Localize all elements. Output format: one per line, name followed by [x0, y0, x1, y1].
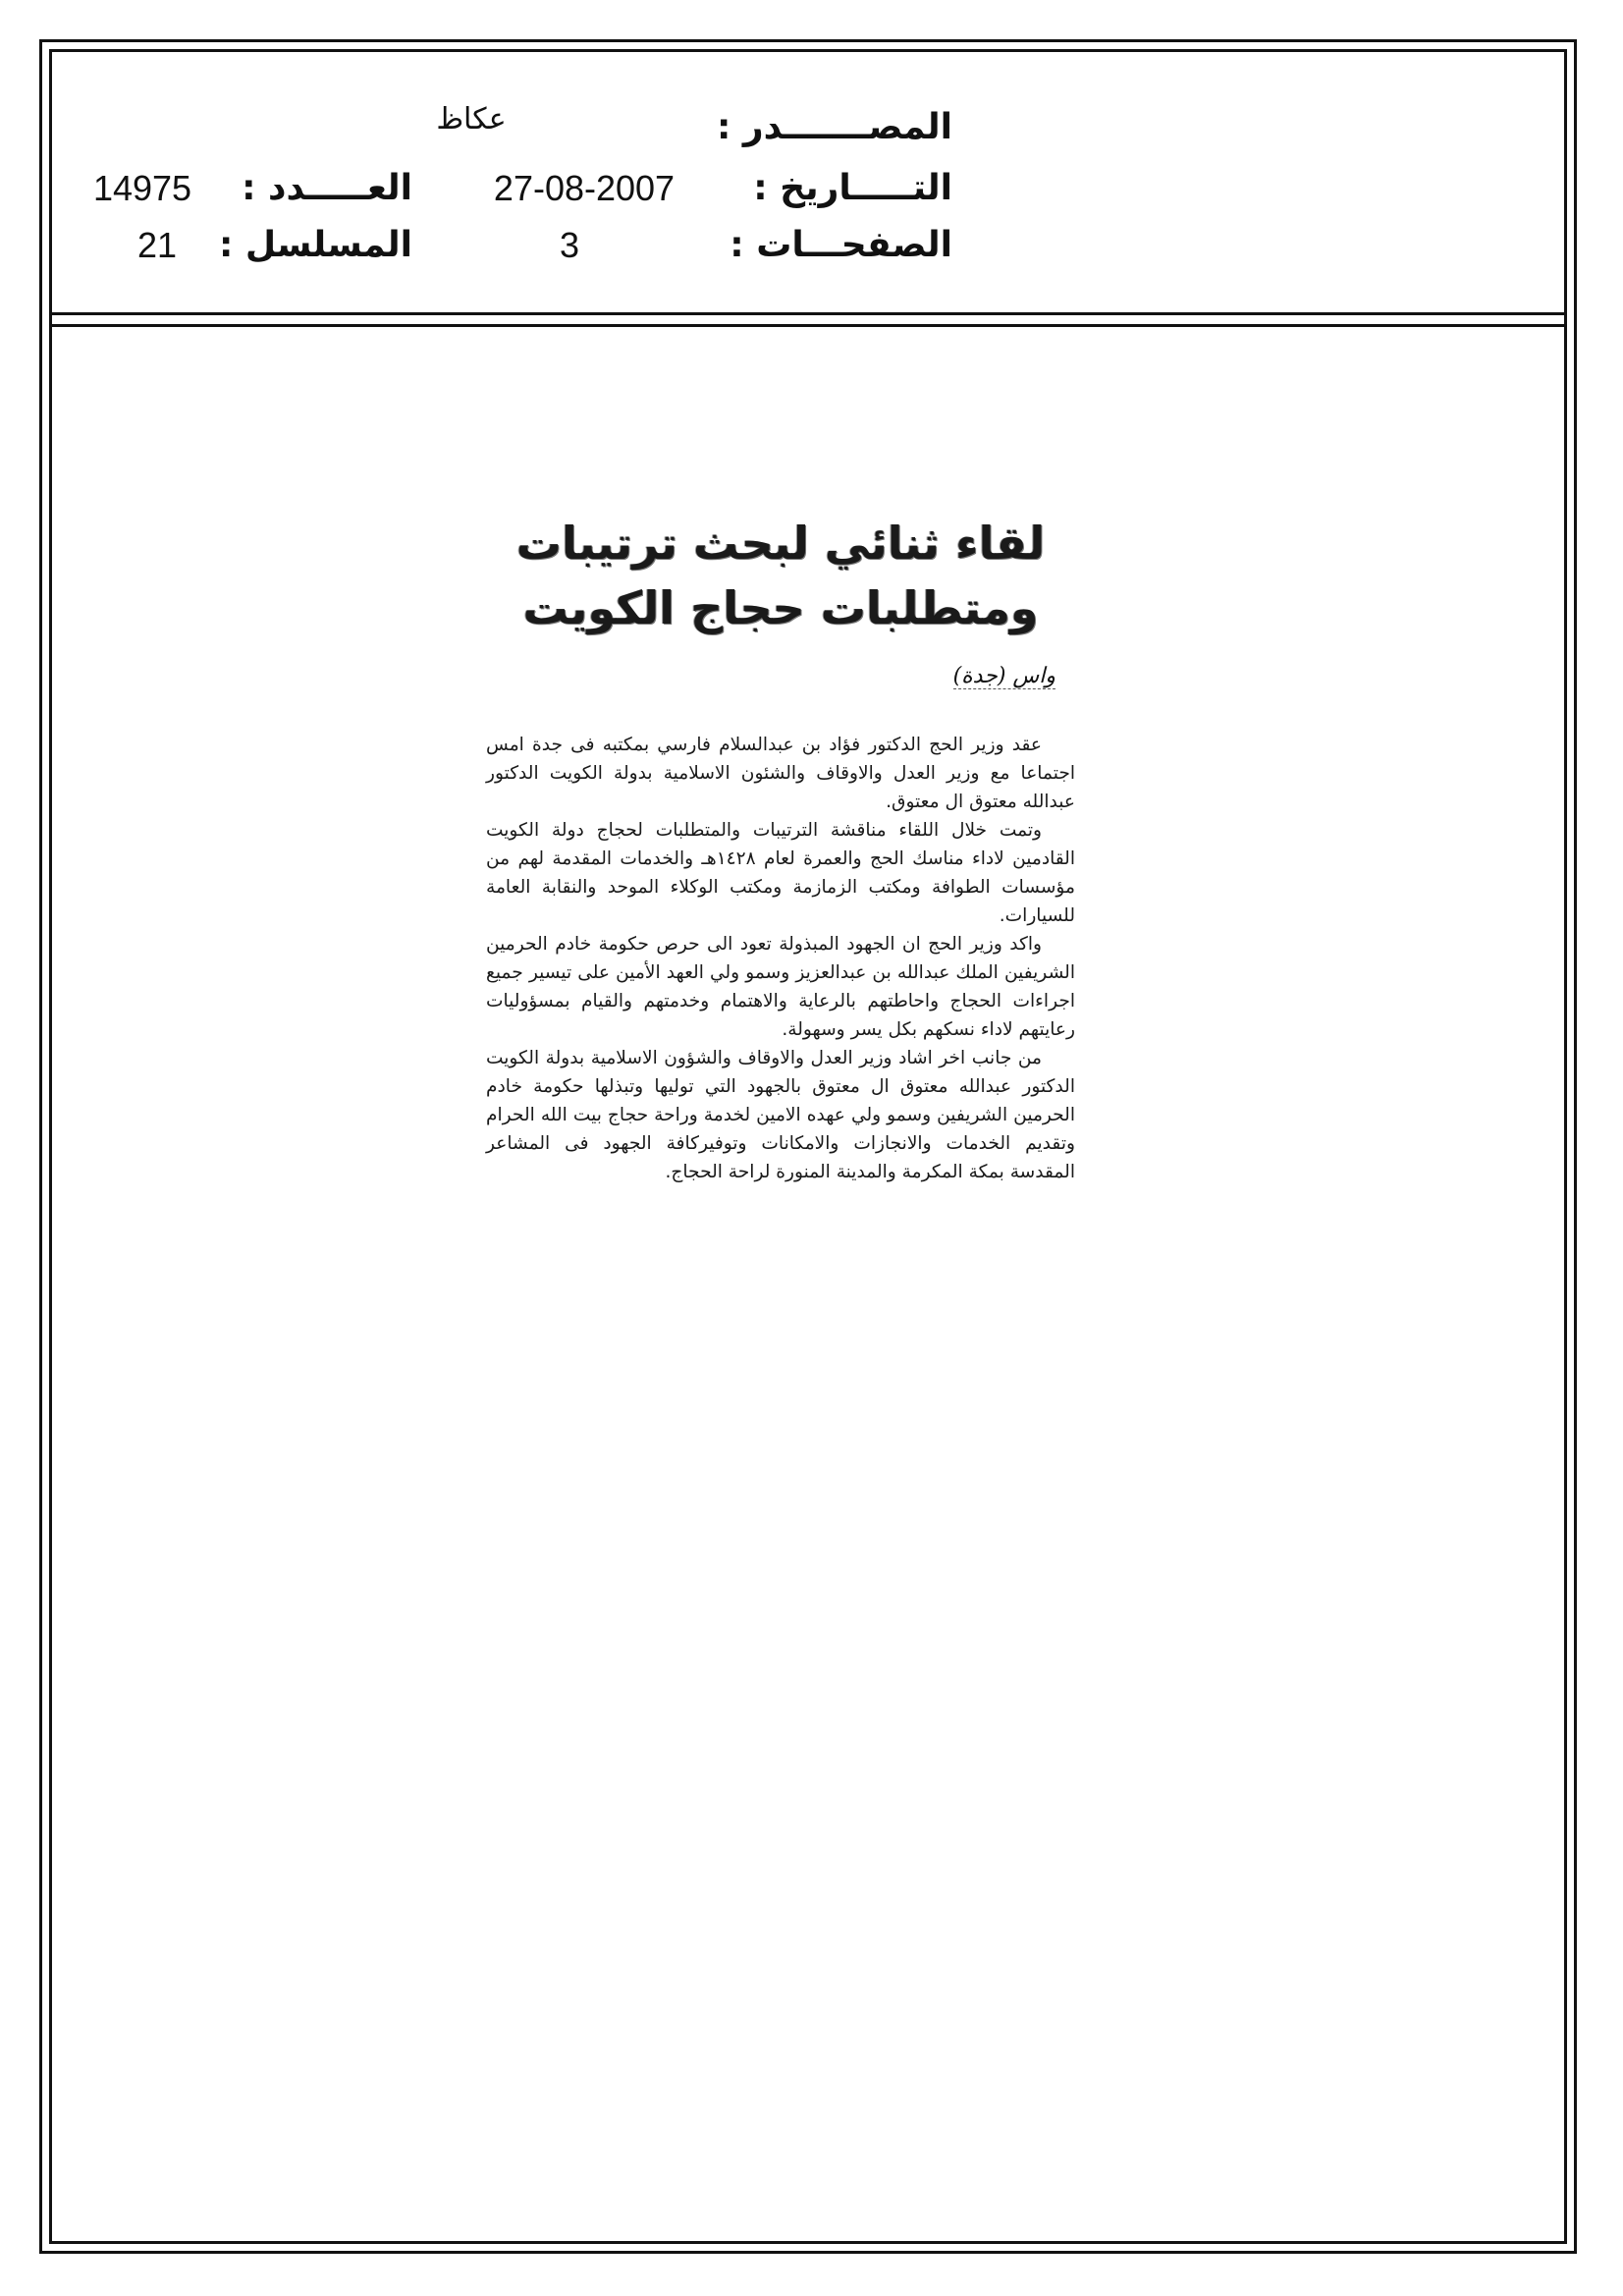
article-body	[486, 731, 1075, 1186]
byline-text: واس (جدة)	[952, 664, 1055, 688]
article-paragraph: واكد وزير الحج ان الجهود المبذولة تعود الى حرص حكومة خادم الحرمين الشريفين الملك عبدالله بن عبدالعزيز وسمو ولي العهد الأمين على تيسير جميع اجراءات الحجاج واحاطتهم بالرعاية والاهتمام وخدمتهم والقيام بمسؤوليات رعايتهم لاداء نسكهم بكل يسر وسهولة.	[486, 934, 1075, 1040]
serial-value: 21	[136, 225, 178, 265]
serial-label: المسلسل :	[218, 225, 412, 265]
news-clipping	[486, 511, 1075, 1186]
issue-value: 14975	[92, 168, 192, 208]
article-headline	[486, 511, 1075, 640]
pages-label: الصفحـــات :	[730, 225, 952, 265]
headline-line-2: ومتطلبات حجاج الكويت	[522, 581, 1039, 634]
article-byline	[486, 662, 1075, 691]
article-paragraph: وتمت خلال اللقاء مناقشة الترتيبات والمتطلبات لحجاج دولة الكويت القادمين لاداء مناسك الحج والعمرة لعام ١٤٢٨هـ والخدمات المقدمة لهم من مؤسسات الطوافة ومكتب الزمازمة ومكتب الوكلاء الموحد والنقابة العامة للسيارات.	[486, 820, 1075, 926]
header-divider-top	[49, 312, 1567, 315]
article-paragraph: من جانب اخر اشاد وزير العدل والاوقاف والشؤون الاسلامية بدولة الكويت الدكتور عبدالله معتوق ال معتوق بالجهود التي توليها وتبذلها حكومة خادم الحرمين الشريفين وسمو ولي عهده الامين لخدمة وراحة حجاج بيت الله الحرام وتقديم الخدمات والانجازات والامكانات وتوفيركافة الجهود فى المشاعر المقدسة بمكة المكرمة والمدينة المنورة لراحة الحجاج.	[486, 1048, 1075, 1182]
source-value: عكاظ	[436, 102, 507, 137]
article-paragraph: عقد وزير الحج الدكتور فؤاد بن عبدالسلام فارسي بمكتبه فى جدة امس اجتماعا مع وزير العدل والاوقاف والشئون الاسلامية بدولة الكويت الدكتور عبدالله معتوق ال معتوق.	[486, 735, 1075, 812]
date-value: 27-08-2007	[493, 168, 676, 208]
pages-value: 3	[559, 225, 580, 265]
issue-label: العـــــدد :	[242, 168, 412, 208]
source-label: المصـــــــدر :	[716, 107, 952, 147]
date-label: التـــــاريخ :	[753, 168, 952, 208]
headline-line-1: لقاء ثنائي لبحث ترتيبات	[515, 517, 1046, 570]
header-divider-bottom	[49, 324, 1567, 327]
